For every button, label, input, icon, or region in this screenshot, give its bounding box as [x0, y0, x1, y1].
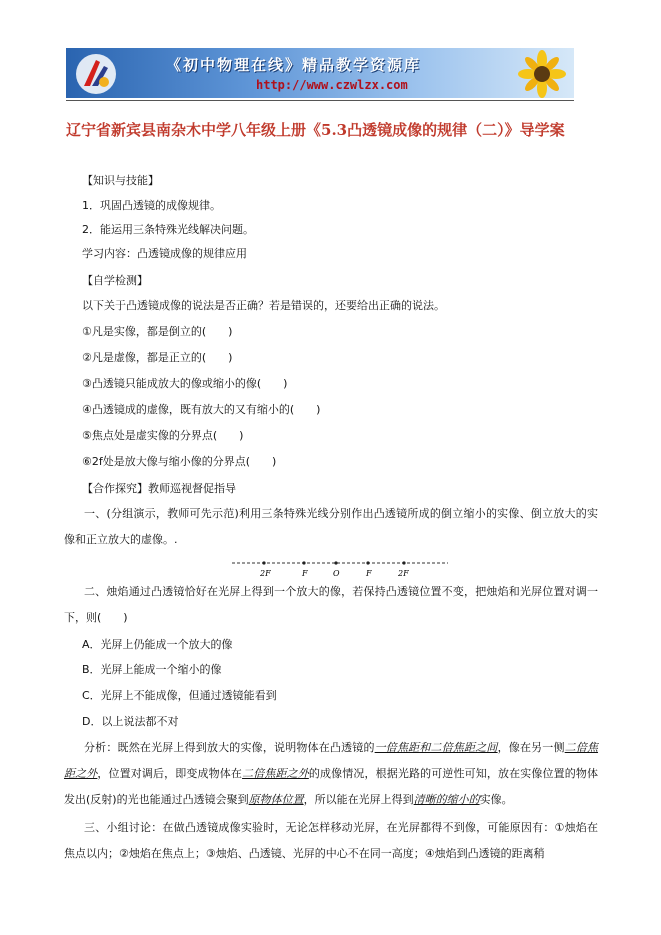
question-3: ③凸透镜只能成放大的像或缩小的像( ) [82, 377, 288, 390]
analysis-text-5: ，所以能在光屏上得到 [303, 793, 414, 806]
analysis-paragraph [64, 735, 598, 813]
question-6: ⑥2f处是放大像与缩小像的分界点( ) [82, 455, 277, 468]
page-title: 辽宁省新宾县南杂木中学八年级上册《5.3凸透镜成像的规律（二）》导学案 [66, 121, 565, 139]
study-content: 学习内容：凸透镜成像的规律应用 [82, 247, 247, 260]
analysis-answer-5: 清晰的缩小的 [413, 793, 480, 806]
sunflower-icon [512, 50, 572, 98]
question-2: ②凡是虚像，都是正立的( ) [82, 351, 233, 364]
option-d: D．以上说法都不对 [82, 715, 179, 728]
site-url[interactable]: http://www.czwlzx.com [256, 78, 408, 92]
analysis-text-4: 的成像情况，根据光路的可逆性可知，放在实像位置的物体发出(反射)的光也能通过凸透镜会聚到 [64, 767, 599, 806]
lens-axis-diagram [228, 557, 452, 581]
knowledge-header: 【知识与技能】 [82, 174, 159, 187]
question-4: ④凸透镜成的虚像，既有放大的又有缩小的( ) [82, 403, 321, 416]
coop-header: 【合作探究】教师巡视督促指导 [82, 482, 236, 495]
analysis-answer-3: 二倍焦距之外 [242, 767, 309, 780]
question-5: ⑤焦点处是虚实像的分界点( ) [82, 429, 244, 442]
header-banner [66, 48, 574, 98]
knowledge-item-2: 2．能运用三条特殊光线解决问题。 [82, 223, 254, 236]
header-divider [66, 100, 574, 101]
axis-label-2f-left: 2F [260, 569, 271, 578]
analysis-answer-2: 二倍焦距之外 [64, 741, 599, 780]
analysis-text-2: ，像在另一侧 [497, 741, 565, 754]
analysis-text-6: 实像。 [479, 793, 513, 806]
axis-label-f-left: F [302, 569, 308, 578]
site-name: 《初中物理在线》精品教学资源库 [166, 56, 422, 74]
option-b: B．光屏上能成一个缩小的像 [82, 663, 222, 676]
coop-task-1: 一、(分组演示，教师可先示范)利用三条特殊光线分别作出凸透镜所成的倒立缩小的实像、倒立放大的实像和正立放大的虚像。. [64, 507, 598, 546]
analysis-answer-1: 一倍焦距和二倍焦距之间 [374, 741, 498, 754]
group-discussion: 三、小组讨论：在做凸透镜成像实验时，无论怎样移动光屏，在光屏都得不到像，可能原因有：①烛焰在焦点以内；②烛焰在焦点上；③烛焰、凸透镜、光屏的中心不在同一高度；④烛焰到凸透镜的距离稍 [64, 821, 598, 860]
option-a: A．光屏上仍能成一个放大的像 [82, 638, 233, 651]
option-c: C．光屏上不能成像，但通过透镜能看到 [82, 689, 277, 702]
question-1: ①凡是实像，都是倒立的( ) [82, 325, 233, 338]
site-logo-icon [74, 52, 118, 96]
knowledge-item-1: 1．巩固凸透镜的成像规律。 [82, 199, 221, 212]
axis-label-o: O [333, 569, 340, 578]
self-check-header: 【自学检测】 [82, 274, 148, 287]
analysis-answer-4: 原物体位置 [248, 793, 304, 806]
axis-label-f-right: F [366, 569, 372, 578]
self-check-intro: 以下关于凸透镜成像的说法是否正确？若是错误的，还要给出正确的说法。 [82, 299, 445, 312]
analysis-text-1: 分析：既然在光屏上得到放大的实像，说明物体在凸透镜的 [84, 741, 375, 754]
coop-task-2: 二、烛焰通过凸透镜恰好在光屏上得到一个放大的像，若保持凸透镜位置不变，把烛焰和光屏位置对调一下，则( ) [64, 585, 598, 624]
axis-label-2f-right: 2F [398, 569, 409, 578]
analysis-text-3: ，位置对调后，即变成物体在 [97, 767, 243, 780]
